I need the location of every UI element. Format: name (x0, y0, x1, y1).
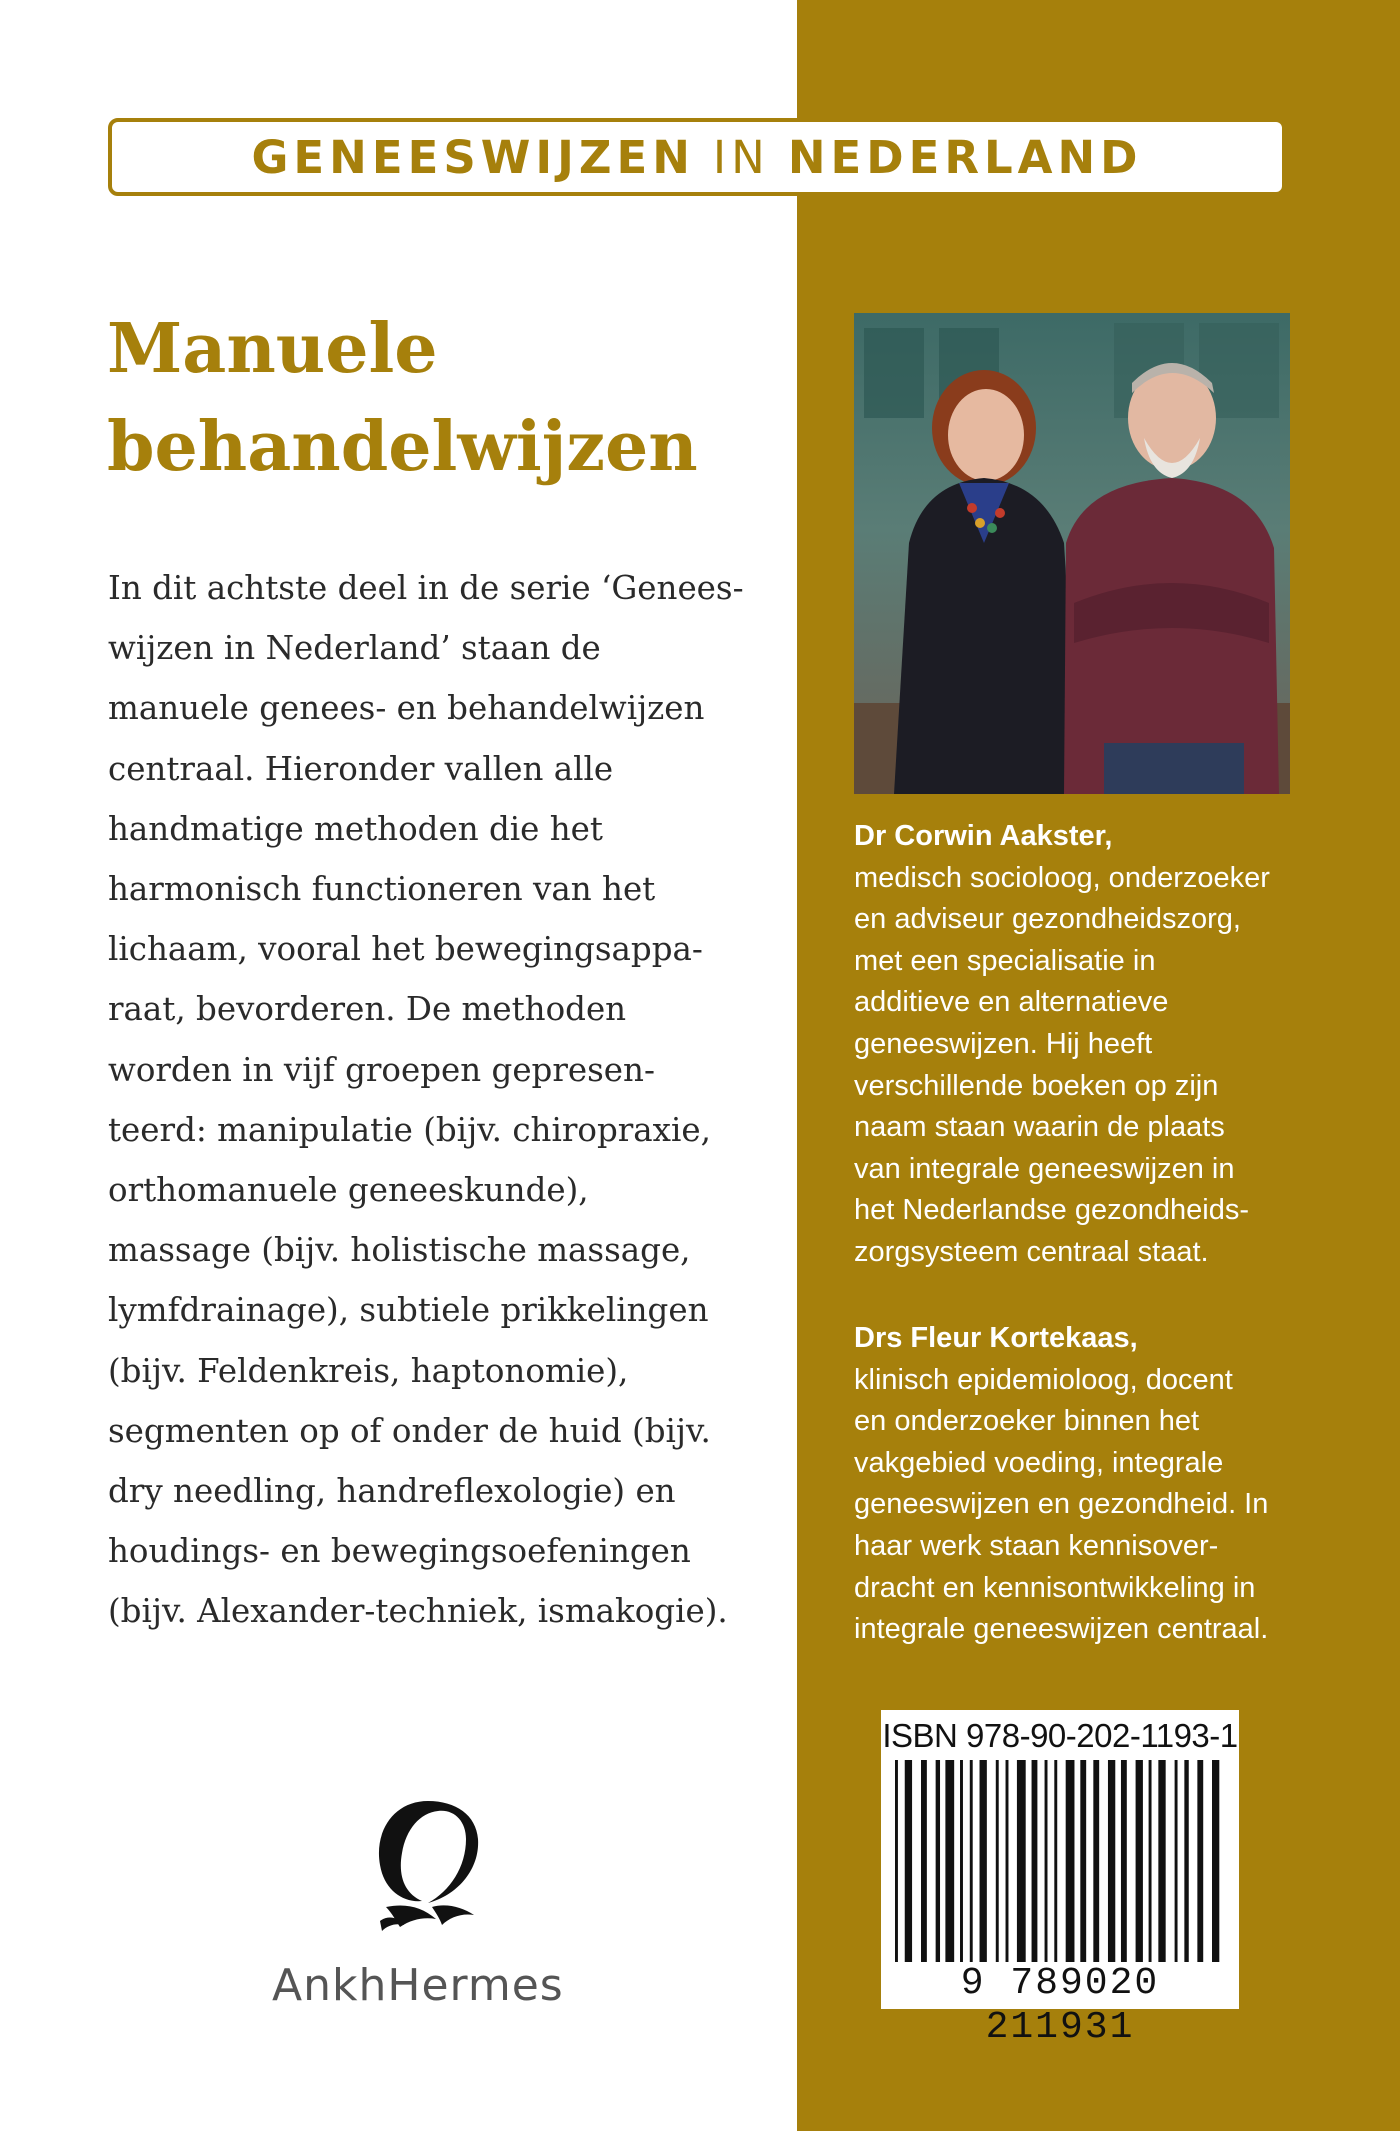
book-title (107, 300, 787, 496)
series-word-2: IN (712, 130, 770, 184)
blurb-line: (bijv. Alexander-techniek, ismakogie). (108, 1592, 728, 1631)
author-photo (854, 313, 1290, 794)
blurb-line: wijzen in Nederland’ staan de (108, 629, 601, 668)
isbn-label: ISBN 978-90-202-1193-1 (882, 1717, 1238, 1754)
ean-digits: 9 789020 211931 (881, 1962, 1239, 2006)
series-banner (108, 118, 1286, 196)
series-word-3: NEDERLAND (787, 130, 1143, 184)
bio-line: vakgebied voeding, integrale (854, 1446, 1224, 1479)
blurb-line: massage (bijv. holistische massage, (108, 1231, 691, 1270)
bio-line: haar werk staan kennisover- (854, 1529, 1219, 1562)
bio-line: met een specialisatie in (854, 944, 1156, 977)
author-bio-1 (854, 816, 1314, 1274)
blurb-line: manuele genees- en behandelwijzen (108, 689, 705, 728)
bio-line: klinisch epidemioloog, docent (854, 1363, 1233, 1396)
blurb-line: lymfdrainage), subtiele prikkelingen (108, 1291, 709, 1330)
bio-line: geneeswijzen. Hij heeft (854, 1027, 1153, 1060)
barcode (881, 1710, 1239, 2049)
bio-line: en adviseur gezondheidszorg, (854, 903, 1241, 936)
blurb-line: (bijv. Feldenkreis, haptonomie), (108, 1351, 629, 1390)
book-description (108, 558, 798, 1642)
blurb-line: houdings- en bewegingsoefeningen (108, 1532, 691, 1571)
title-line: Manuele (107, 309, 438, 389)
title-line: behandelwijzen (107, 407, 698, 487)
blurb-line: lichaam, vooral het bewegingsappa- (108, 930, 703, 969)
blurb-line: segmenten op of onder de huid (bijv. (108, 1411, 711, 1450)
bio-line: het Nederlandse gezondheids- (854, 1194, 1249, 1227)
blurb-line: orthomanuele geneeskunde), (108, 1171, 589, 1210)
bio-line: van integrale geneeswijzen in (854, 1152, 1235, 1185)
bio-line: additieve en alternatieve (854, 986, 1169, 1019)
bio-line: en onderzoeker binnen het (854, 1405, 1200, 1438)
bio-line: medisch socioloog, onderzoeker (854, 861, 1270, 894)
blurb-line: centraal. Hieronder vallen alle (108, 749, 614, 788)
series-word-1: GENEESWIJZEN (251, 130, 695, 184)
author-name: Drs Fleur Kortekaas, (854, 1322, 1138, 1354)
bio-line: zorgsysteem centraal staat. (854, 1235, 1209, 1268)
author-name: Dr Corwin Aakster, (854, 820, 1113, 852)
publisher-logo-icon (366, 1795, 486, 1945)
publisher-part-1: Ankh (272, 1960, 388, 2011)
author-bio-2 (854, 1318, 1314, 1651)
bio-line: dracht en kennisontwikkeling in (854, 1571, 1256, 1604)
blurb-line: dry needling, handreflexologie) en (108, 1472, 676, 1511)
blurb-line: raat, bevorderen. De methoden (108, 990, 627, 1029)
blurb-line: handmatige methoden die het (108, 809, 603, 848)
blurb-line: In dit achtste deel in de serie ‘Genees- (108, 569, 744, 607)
publisher-part-2: Hermes (387, 1960, 564, 2011)
bio-line: integrale geneeswijzen centraal. (854, 1613, 1269, 1646)
bio-line: geneeswijzen en gezondheid. In (854, 1488, 1269, 1521)
publisher-name (272, 1960, 572, 2011)
bio-line: naam staan waarin de plaats (854, 1111, 1225, 1144)
blurb-line: harmonisch functioneren van het (108, 870, 656, 909)
blurb-line: worden in vijf groepen gepresen- (108, 1050, 655, 1089)
blurb-line: teerd: manipulatie (bijv. chiropraxie, (108, 1110, 711, 1149)
bio-line: verschillende boeken op zijn (854, 1069, 1219, 1102)
